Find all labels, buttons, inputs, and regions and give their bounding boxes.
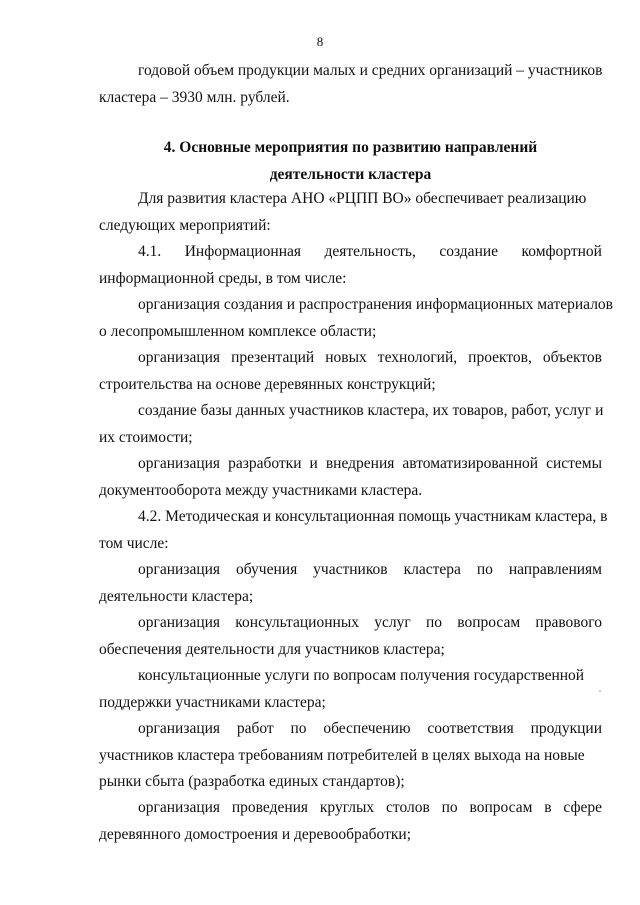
- page-number: 8: [316, 34, 324, 49]
- list-item-text: организация проведения круглых столов по вопросам в сфере: [138, 799, 602, 816]
- lead-line-1: Для развития кластера АНО «РЦПП ВО» обеспечивает реализацию: [138, 190, 587, 207]
- subsection-4-1-line-2: информационной среды, в том числе:: [99, 269, 347, 287]
- list-item: [99, 610, 602, 663]
- subsection-4-1: [99, 239, 602, 292]
- subsection-4-1-line-1: [99, 239, 602, 266]
- scan-speck: [599, 690, 601, 692]
- list-item-text: организация обучения участников кластера по направлениям: [138, 561, 602, 578]
- list-item-text: организация работ по обеспечению соответствия продукции: [138, 720, 602, 737]
- list-item-line-2: деревянного домостроения и деревообработки;: [99, 825, 411, 843]
- list-item-line-1: [99, 345, 602, 372]
- list-item: [99, 398, 602, 451]
- list-item: [99, 795, 602, 848]
- list-item: [99, 663, 602, 716]
- list-item-line-1: [99, 716, 602, 743]
- list-item-line-2: поддержки участниками кластера;: [99, 693, 326, 711]
- list-item: [99, 557, 602, 610]
- intro-line-2: кластера – 3930 млн. рублей.: [99, 88, 290, 106]
- list-item-line-1: организация создания и распространения информационных материалов: [138, 296, 614, 313]
- list-item: [99, 451, 602, 504]
- list-item-text: организация разработки и внедрения автоматизированной системы: [138, 455, 602, 472]
- list-item-line-2: деятельности кластера;: [99, 587, 254, 605]
- list-item-line-2: документооборота между участниками кластера.: [99, 481, 423, 499]
- list-item-line-2: их стоимости;: [99, 428, 193, 446]
- list-item-line-3: рынки сбыта (разработка единых стандартов);: [99, 773, 405, 790]
- list-item: [99, 716, 602, 796]
- list-item-line-1: [99, 610, 602, 637]
- section-heading-line-2: деятельности кластера: [269, 165, 432, 183]
- section-heading: [99, 135, 602, 188]
- list-item-line-2: строительства на основе деревянных конструкций;: [99, 375, 436, 393]
- subsection-4-2: [99, 504, 608, 557]
- subsection-4-1-word-5: комфортной: [521, 243, 602, 260]
- list-item-line-1: создание базы данных участников кластера, их товаров, работ, услуг и: [138, 402, 604, 419]
- intro-paragraph: [99, 58, 602, 111]
- subsection-4-1-word-4: создание: [439, 243, 499, 260]
- list-item-line-2: о лесопромышленном комплексе области;: [99, 322, 377, 340]
- subsection-4-1-number: 4.1.: [138, 243, 162, 260]
- list-item-line-1: [99, 795, 602, 822]
- list-item-text: организация презентаций новых технологий, проектов, объектов: [138, 349, 602, 366]
- list-item-line-1: [99, 451, 602, 478]
- subsection-4-2-line-1: 4.2. Методическая и консультационная помощь участникам кластера, в: [138, 508, 608, 525]
- list-item-line-2: участников кластера требованиям потребителей в целях выхода на новые: [99, 746, 585, 764]
- subsection-4-1-word-3: деятельность,: [324, 243, 416, 260]
- list-item-text: организация консультационных услуг по вопросам правового: [138, 614, 602, 631]
- list-item: [99, 292, 614, 345]
- subsection-4-2-line-2: том числе:: [99, 534, 169, 552]
- subsection-4-1-word-2: Информационная: [184, 243, 302, 260]
- list-item: [99, 345, 602, 398]
- section-heading-line-1: 4. Основные мероприятия по развитию направлений: [163, 139, 538, 156]
- intro-line-1: годовой объем продукции малых и средних организаций – участников: [138, 62, 603, 79]
- list-item-line-1: [99, 557, 602, 584]
- lead-paragraph: [99, 186, 602, 239]
- list-item-line-2: обеспечения деятельности для участников кластера;: [99, 640, 445, 658]
- list-item-line-1: консультационные услуги по вопросам получения государственной: [138, 667, 585, 684]
- lead-line-2: следующих мероприятий:: [99, 216, 271, 234]
